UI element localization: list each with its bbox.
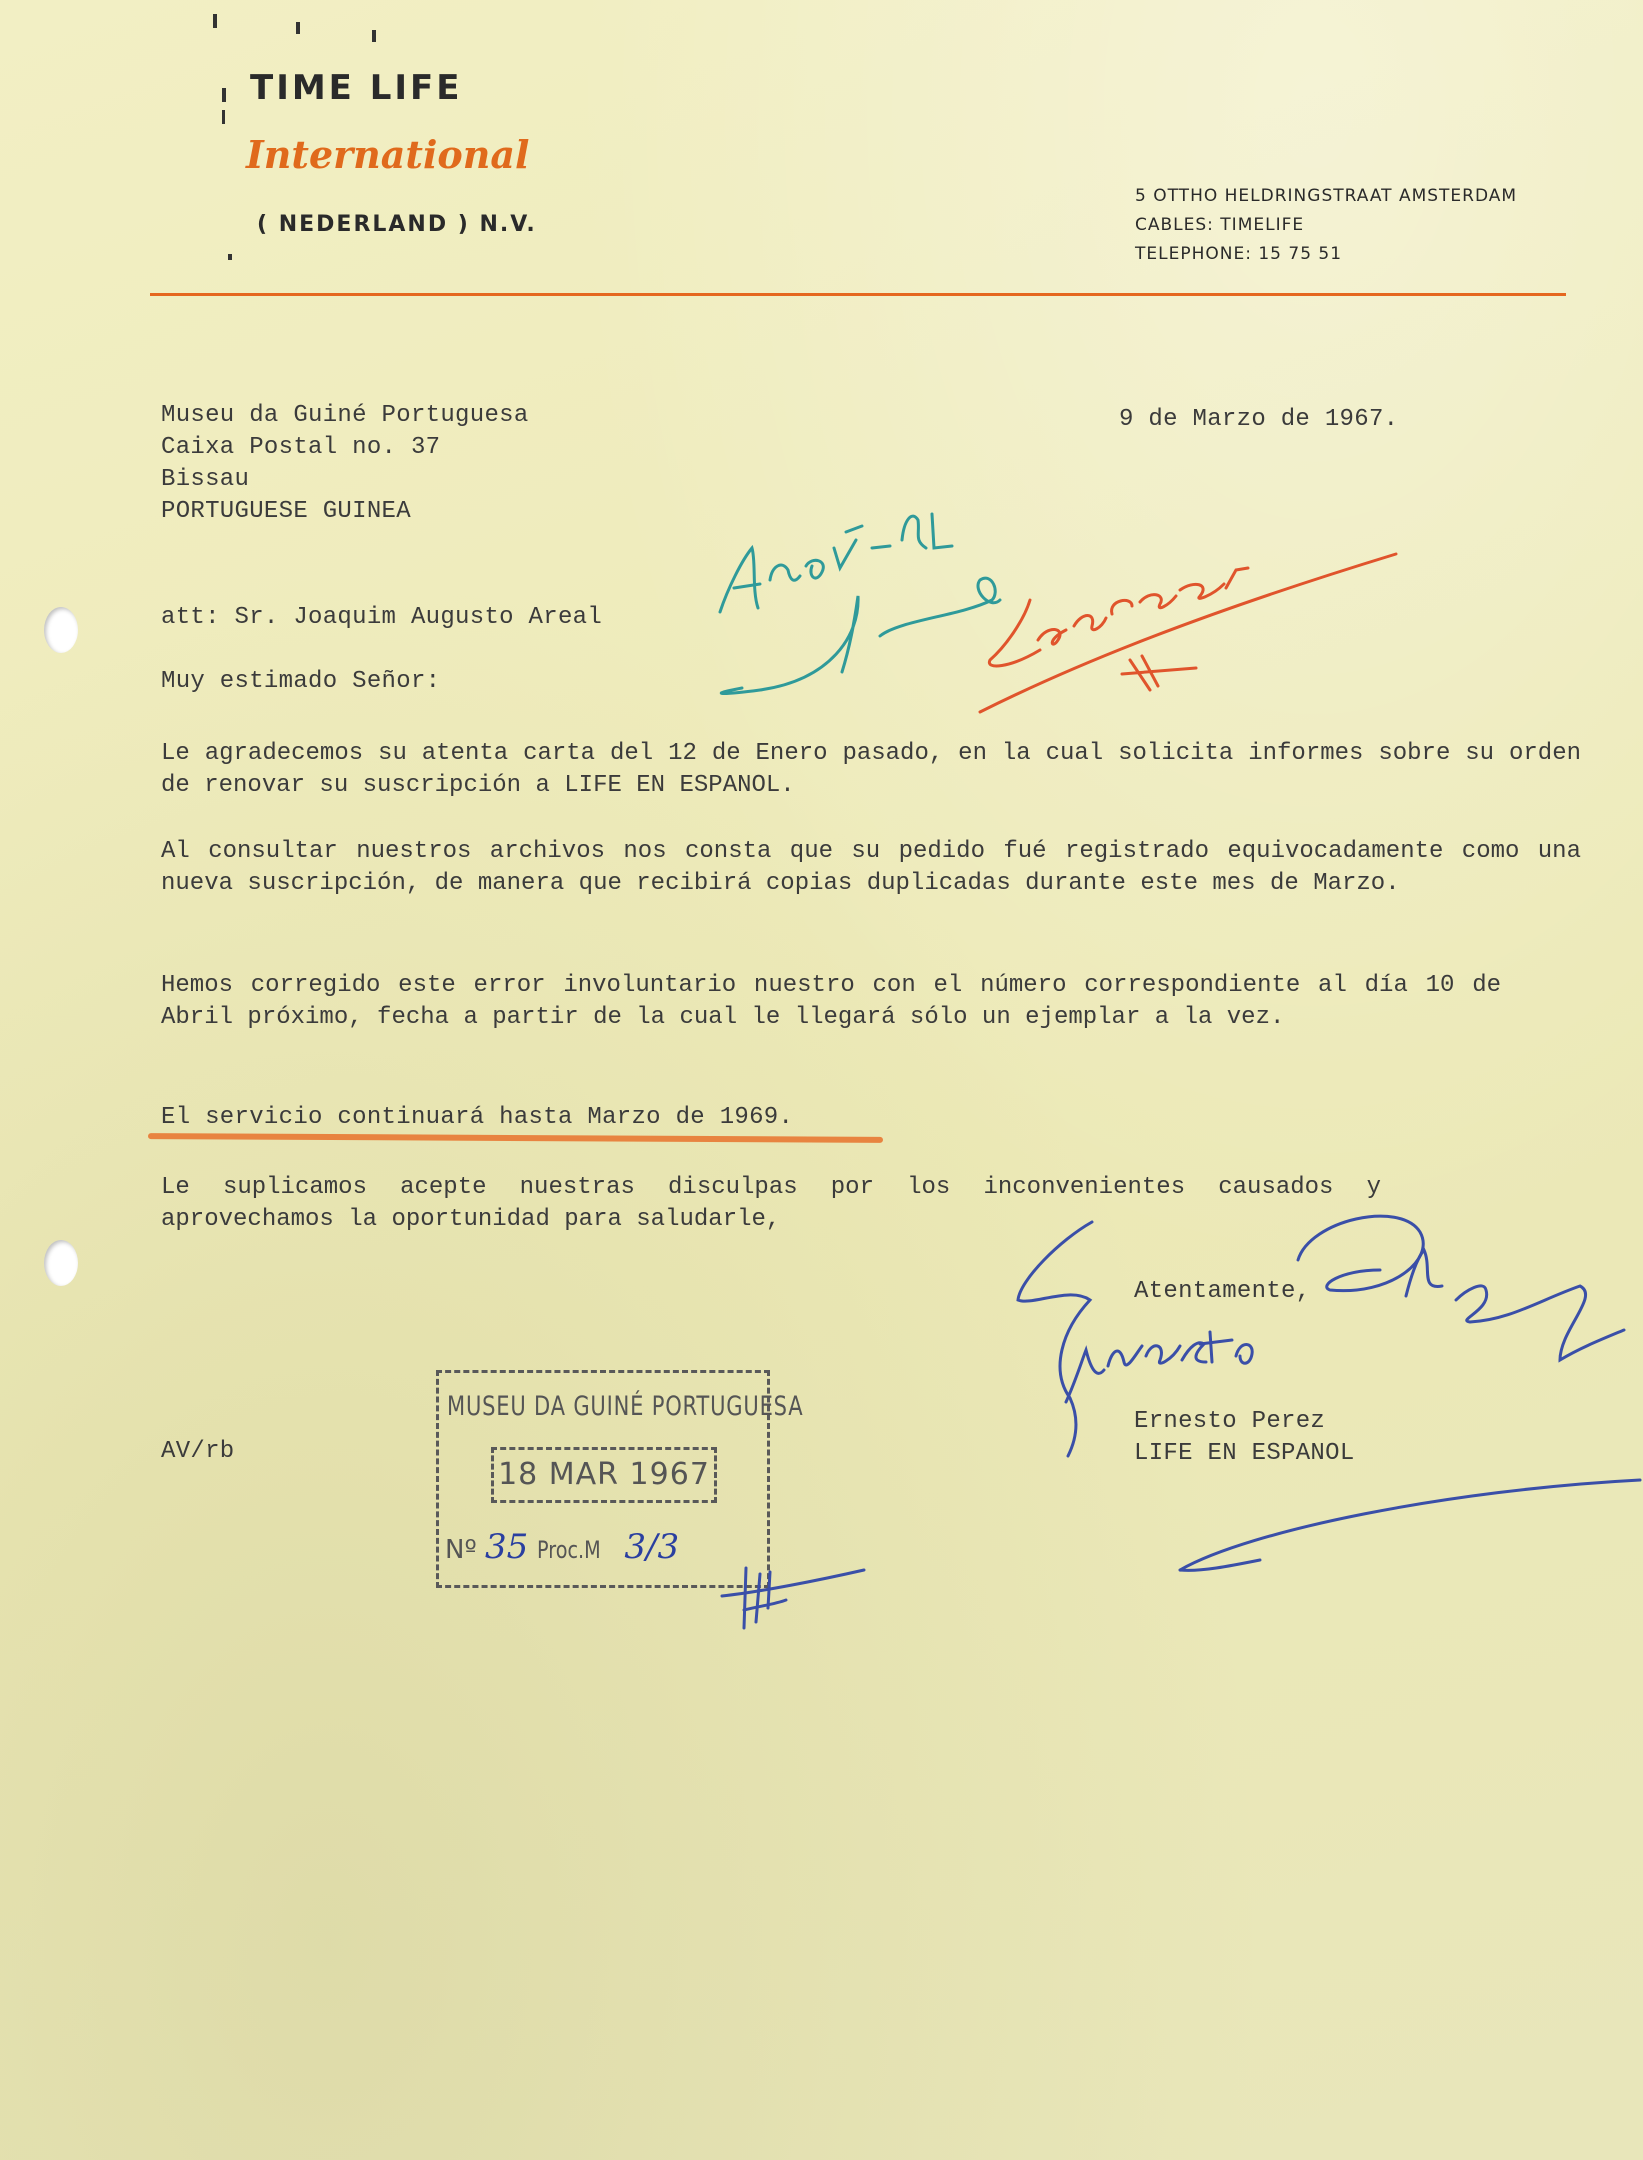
logo-international: International bbox=[246, 132, 530, 177]
typist-initials: AV/rb bbox=[161, 1438, 235, 1465]
paragraph-5: Le suplicamos acepte nuestras disculpas por los inconvenientes causados y aprovechamos la oportunidad para saludarle, bbox=[161, 1174, 1381, 1233]
paragraph-3: Hemos corregido este error involuntario nuestro con el número correspondiente al día 10 de Abril próximo, fecha a partir de la cual le llegará sólo un ejemplar a la vez. bbox=[161, 972, 1501, 1031]
recipient-line-4: PORTUGUESE GUINEA bbox=[161, 498, 411, 525]
letterhead-telephone: TELEPHONE: 15 75 51 bbox=[1135, 244, 1343, 264]
teal-annotation bbox=[720, 514, 1000, 694]
stamp-no-value: 35 bbox=[484, 1527, 529, 1567]
stamp-initials bbox=[722, 1568, 864, 1628]
paragraph-4: El servicio continuará hasta Marzo de 1969. bbox=[161, 1104, 794, 1131]
salutation: Muy estimado Señor: bbox=[161, 668, 441, 695]
stamp-proc-value: 3/3 bbox=[624, 1527, 680, 1567]
signer-name: Ernesto Perez bbox=[1134, 1408, 1326, 1435]
logo-time-life: TIME LIFE bbox=[250, 68, 463, 108]
stamp-proc-label: Proc.M bbox=[536, 1536, 601, 1564]
letter-date: 9 de Marzo de 1967. bbox=[1119, 406, 1399, 433]
stamp-title: MUSEU DA GUINÉ PORTUGUESA bbox=[447, 1391, 804, 1422]
paragraph-2: Al consultar nuestros archivos nos consta que su pedido fué registrado equivocadamente como una nueva suscripción, de manera que recibirá copias duplicadas durante este mes de Marzo. bbox=[161, 838, 1581, 897]
signature-ernesto-perez bbox=[1018, 1216, 1640, 1570]
recipient-line-1: Museu da Guiné Portuguesa bbox=[161, 402, 529, 429]
attention-line: att: Sr. Joaquim Augusto Areal bbox=[161, 604, 603, 631]
recipient-line-3: Bissau bbox=[161, 466, 250, 493]
logo-ink-marks bbox=[213, 14, 376, 260]
paragraph-1: Le agradecemos su atenta carta del 12 de Enero pasado, en la cual solicita informes sobre su orden de renovar su suscripción a LIFE EN ESPANOL. bbox=[161, 740, 1581, 799]
signer-org: LIFE EN ESPANOL bbox=[1134, 1440, 1355, 1467]
recipient-line-2: Caixa Postal no. 37 bbox=[161, 434, 441, 461]
closing: Atentamente, bbox=[1134, 1278, 1311, 1305]
letterhead-address: 5 OTTHO HELDRINGSTRAAT AMSTERDAM bbox=[1135, 186, 1518, 206]
logo-nederland: ( NEDERLAND ) N.V. bbox=[257, 212, 537, 237]
stamp-date: 18 MAR 1967 bbox=[491, 1447, 717, 1503]
letterhead-cables: CABLES: TIMELIFE bbox=[1135, 215, 1305, 235]
stamp-no-label: Nº bbox=[445, 1535, 477, 1565]
red-annotation bbox=[980, 554, 1396, 712]
